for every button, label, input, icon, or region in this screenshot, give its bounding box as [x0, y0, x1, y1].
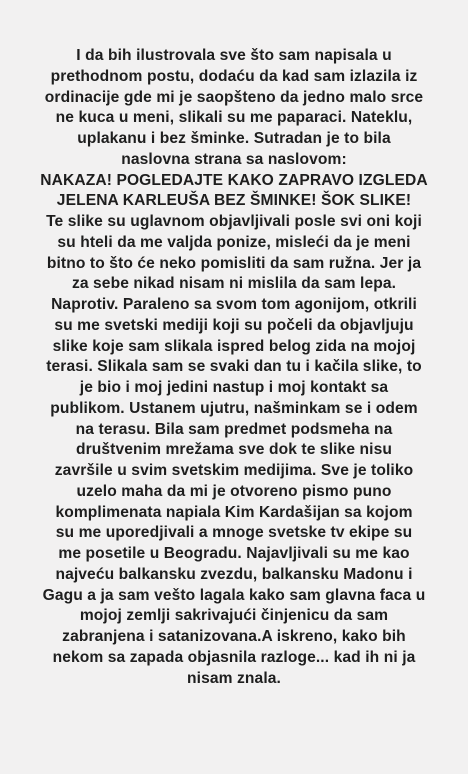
- story-line: publikom. Ustanem ujutru, našminkam se i odem: [50, 399, 418, 417]
- story-line: završile u svim svetskim medijima. Sve je toliko: [54, 462, 414, 479]
- story-line: nekom sa zapada objasnila razloge... kad ih ni ja: [52, 648, 416, 666]
- story-text: [8, 46, 460, 689]
- story-line: mojoj zemlji sakrivajući činjenicu da sam: [79, 607, 389, 625]
- story-line: bitno to što će neko pomisliti da sam ružna. Jer ja: [46, 254, 422, 272]
- story-line: uzelo maha da mi je otvoreno pismo puno: [76, 482, 392, 500]
- story-line: društvenim mrežama sve dok te slike nisu: [75, 441, 392, 459]
- story-line: komplimenata napiala Kim Kardašijan sa kojom: [55, 503, 413, 521]
- story-line: terasi. Slikala sam se svaki dan tu i kačila slike, to: [46, 358, 422, 376]
- story-line: su me svetski mediji koji su počeli da objavljuju: [54, 316, 414, 334]
- story-line: naslovna strana sa naslovom:: [121, 150, 347, 168]
- story-headline-line: NAKAZA! POGLEDAJTE KAKO ZAPRAVO IZGLEDA: [40, 171, 428, 189]
- story-line: slike koje sam slikala ispred belog zida na mojoj: [52, 337, 416, 355]
- story-line: Gagu a ja sam vešto lagala kako sam glavna faca u: [42, 586, 426, 604]
- story-line: I da bih ilustrovala sve što sam napisala u: [76, 47, 392, 64]
- story-headline-line: JELENA KARLEUŠA BEZ ŠMINKE! ŠOK SLIKE!: [56, 192, 412, 210]
- story-line: ne kuca u meni, slikali su me paparaci. Nateklu,: [55, 109, 413, 127]
- story-line: najveću balkansku zvezdu, balkansku Madonu i: [55, 565, 413, 583]
- story-line: zabranjena i satanizovana.A iskreno, kako bih: [62, 628, 406, 645]
- story-line: Naprotiv. Paraleno sa svom tom agonijom, otkrili: [51, 296, 417, 313]
- story-line: me posetile u Beogradu. Najavljivali su me kao: [58, 545, 410, 562]
- story-line: na terasu. Bila sam predmet podsmeha na: [75, 420, 393, 438]
- story-line: Te slike su uglavnom objavljivali posle svi oni koji: [46, 213, 422, 230]
- story-line: su hteli da me valjda ponize, misleći da je meni: [57, 233, 411, 251]
- story-line: su me uporedjivali a mnoge svetske tv ekipe su: [55, 524, 413, 542]
- story-line: je bio i moj jedini nastup i moj kontakt sa: [79, 379, 389, 396]
- story-line: uplakanu i bez šminke. Sutradan je to bila: [77, 130, 391, 147]
- story-line: ordinacije gde mi je saopšteno da jedno malo srce: [44, 88, 424, 106]
- story-line: za sebe nikad nisam ni mislila da sam lepa.: [71, 275, 397, 293]
- story-line: prethodnom postu, dodaću da kad sam izlazila iz: [50, 67, 418, 85]
- story-line: nisam znala.: [187, 669, 281, 687]
